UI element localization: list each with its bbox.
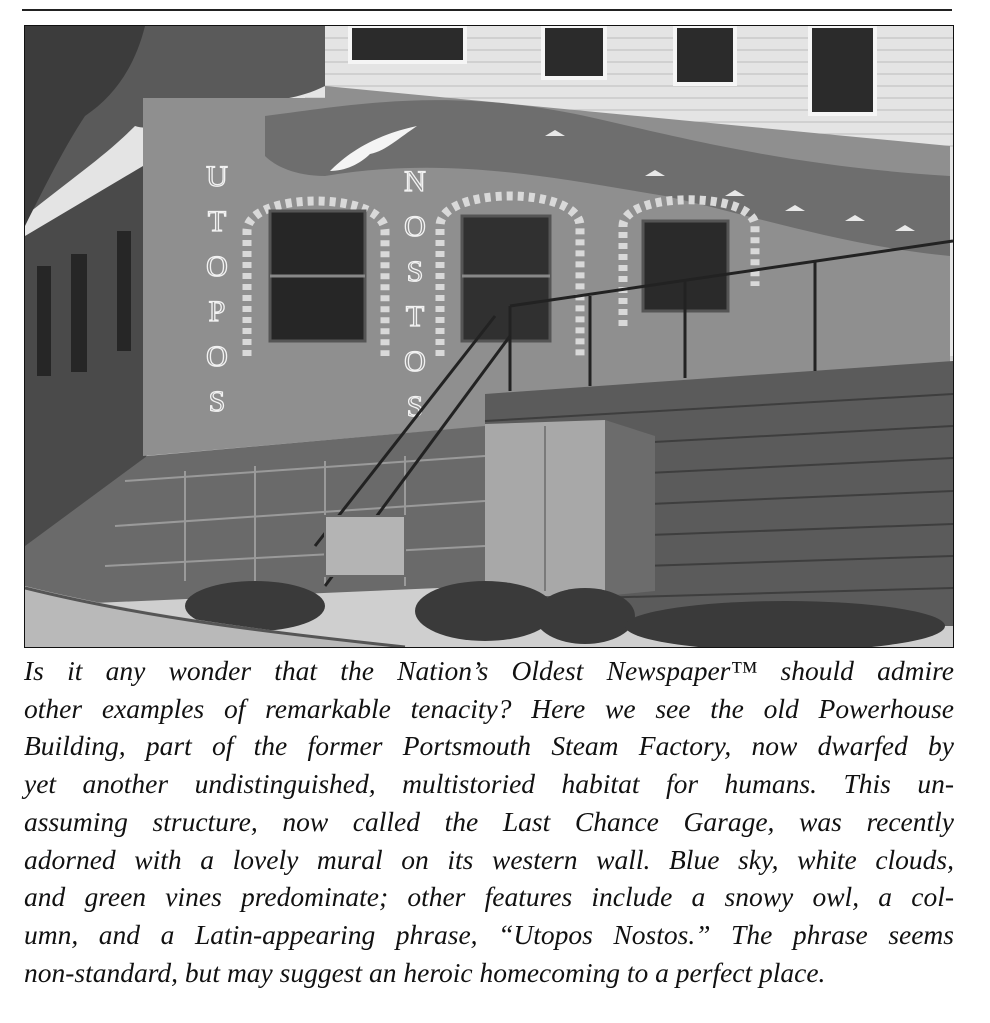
caption-line: assuming structure, now called the Last Chance Garage, was recently bbox=[24, 805, 954, 837]
caption-line: adorned with a lovely mural on its western wall. Blue sky, white clouds, bbox=[24, 843, 954, 875]
upper-window bbox=[350, 26, 465, 62]
powerhouse-building-photo bbox=[24, 25, 954, 648]
top-rule bbox=[22, 9, 952, 11]
upper-window bbox=[675, 26, 735, 84]
upper-window bbox=[810, 26, 875, 114]
caption-line: other examples of remarkable tenacity? Here we see the old Powerhouse bbox=[24, 692, 954, 724]
utility-cabinet bbox=[485, 420, 655, 596]
caption-line: umn, and a Latin-appearing phrase, “Utopos Nostos.” The phrase seems bbox=[24, 918, 954, 950]
caption-line: Is it any wonder that the Nation’s Oldest Newspaper™ should admire bbox=[24, 655, 954, 686]
mural-text-nostos: N O S T O S bbox=[404, 165, 426, 423]
photo-caption bbox=[24, 652, 954, 991]
caption-line: non-standard, but may suggest an heroic homecoming to a perfect place. bbox=[24, 956, 826, 988]
upper-window bbox=[543, 26, 605, 78]
caption-line: yet another undistinguished, multistoried habitat for humans. This un- bbox=[24, 768, 954, 800]
small-utility-box bbox=[325, 516, 405, 576]
caption-line: Building, part of the former Portsmouth Steam Factory, now dwarfed by bbox=[24, 730, 954, 762]
photo-illustration bbox=[25, 26, 953, 647]
caption-line: and green vines predominate; other features include a snowy owl, a col- bbox=[24, 881, 954, 913]
mural-text-utopos: U T O P O S bbox=[206, 160, 228, 418]
